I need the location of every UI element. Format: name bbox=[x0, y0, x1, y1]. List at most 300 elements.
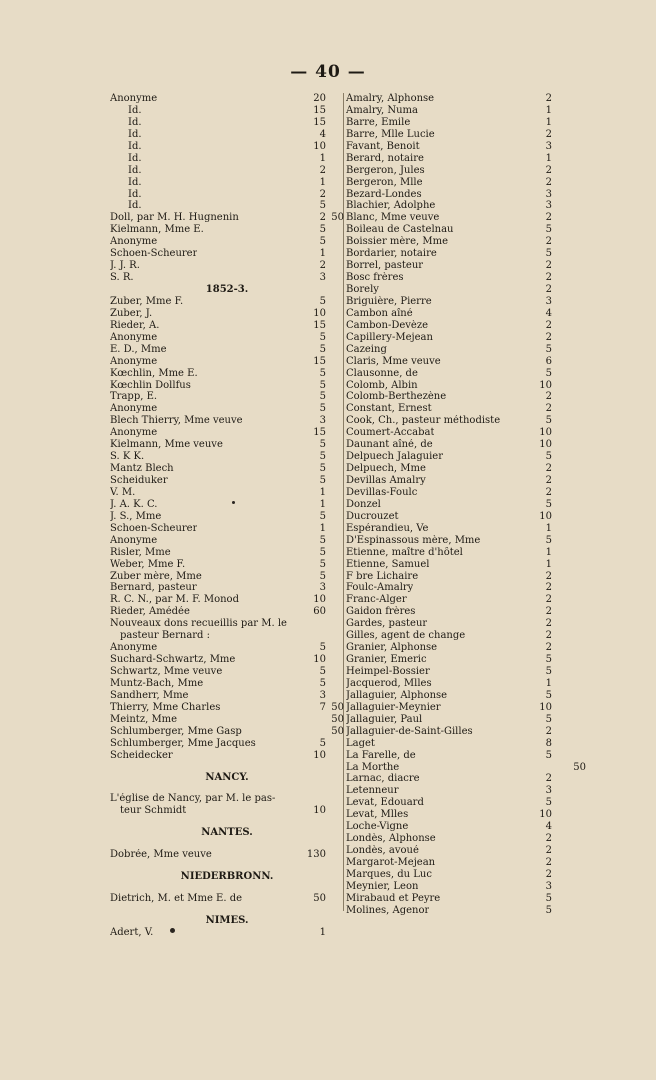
donation-amount: 1 bbox=[319, 498, 326, 510]
donation-amount: 2 bbox=[319, 164, 326, 176]
donor-entry bbox=[346, 380, 582, 392]
donor-entry bbox=[346, 833, 582, 845]
donor-name: Anonyme bbox=[110, 331, 158, 343]
donor-name: Espérandieu, Ve bbox=[346, 522, 429, 534]
donor-entry bbox=[110, 927, 344, 939]
donor-entry bbox=[346, 391, 582, 403]
donation-amount: 2 bbox=[545, 176, 552, 188]
donor-entry bbox=[110, 296, 344, 308]
donor-entry-continued bbox=[110, 630, 344, 642]
donor-entry bbox=[110, 105, 344, 117]
donor-name: Etienne, Samuel bbox=[346, 558, 430, 570]
donation-amount: 5 bbox=[319, 677, 326, 689]
donor-name: Londès, avoué bbox=[346, 845, 419, 857]
donation-amount: 2 bbox=[545, 845, 552, 857]
donor-entry bbox=[110, 380, 344, 392]
donor-name: J. J. R. bbox=[110, 260, 140, 272]
donor-entry bbox=[110, 511, 344, 523]
donation-amount: 5 bbox=[545, 904, 552, 916]
donation-amount: 20 bbox=[313, 93, 326, 104]
donation-amount: 1 bbox=[545, 677, 552, 689]
donation-amount: 5 bbox=[545, 892, 552, 904]
donor-entry bbox=[346, 475, 582, 487]
donor-entry bbox=[346, 535, 582, 547]
donation-amount: 3 bbox=[545, 880, 552, 892]
donation-amount: 5 bbox=[319, 463, 326, 475]
donor-name: Franc-Alger bbox=[346, 594, 407, 606]
donation-amount: 2 bbox=[545, 630, 552, 642]
donor-name: Mirabaud et Peyre bbox=[346, 892, 441, 904]
donation-amount: 2 bbox=[319, 188, 326, 200]
donor-name: Donzel bbox=[346, 498, 381, 510]
donor-entry bbox=[110, 793, 344, 805]
page-number: — 40 — bbox=[290, 62, 366, 82]
donor-name: R. C. N., par M. F. Monod bbox=[110, 594, 239, 606]
donation-amount: 2 bbox=[545, 93, 552, 104]
donor-name: J. S., Mme bbox=[110, 510, 162, 522]
donation-amount: 6 bbox=[545, 355, 552, 367]
donor-name: Id. bbox=[128, 164, 142, 176]
donation-amount: 2 bbox=[319, 212, 326, 224]
donor-entry bbox=[110, 403, 344, 415]
donation-amount: 5 bbox=[319, 570, 326, 582]
donor-entry bbox=[346, 869, 582, 881]
donor-entry bbox=[110, 356, 344, 368]
donation-amount: 5 bbox=[319, 451, 326, 463]
donor-name: Mantz Blech bbox=[110, 463, 174, 475]
donation-amount: 1 bbox=[319, 248, 326, 260]
donation-amount: 3 bbox=[319, 689, 326, 701]
donor-entry bbox=[110, 702, 344, 714]
donor-name: Schoen-Scheurer bbox=[110, 248, 198, 260]
donor-entry bbox=[110, 391, 344, 403]
donor-entry bbox=[110, 618, 344, 630]
donor-name: Cambon-Devèze bbox=[346, 319, 429, 331]
donor-entry bbox=[346, 177, 582, 189]
donor-name: Jallaguier-de-Saint-Gilles bbox=[346, 725, 473, 737]
donor-name: Cook, Ch., pasteur méthodiste bbox=[346, 415, 501, 427]
donor-name: Risler, Mme bbox=[110, 546, 171, 558]
donor-name: Constant, Ernest bbox=[346, 403, 432, 415]
donor-entry bbox=[346, 893, 582, 905]
donor-name: Capillery-Mejean bbox=[346, 331, 433, 343]
donor-entry bbox=[346, 272, 582, 284]
donation-amount: 3 bbox=[319, 272, 326, 284]
donation-amount: 1 bbox=[545, 104, 552, 116]
donor-entry bbox=[110, 189, 344, 201]
donation-amount: 2 bbox=[545, 570, 552, 582]
donation-amount: 1 bbox=[545, 558, 552, 570]
donor-name: Id. bbox=[128, 128, 142, 140]
donor-name: Gaidon frères bbox=[346, 606, 416, 618]
donor-name: Favant, Benoit bbox=[346, 140, 420, 152]
donor-name: Barre, Emile bbox=[346, 116, 411, 128]
donation-amount: 5 bbox=[319, 367, 326, 379]
section-heading bbox=[110, 827, 344, 839]
donor-name: Bernard, pasteur bbox=[110, 582, 197, 594]
heading-text: NANCY. bbox=[205, 771, 249, 783]
section-spacer bbox=[110, 817, 344, 827]
donation-amount: 5 bbox=[319, 475, 326, 486]
donation-amount: 5 bbox=[545, 713, 552, 725]
section-spacer bbox=[110, 762, 344, 772]
donor-name: Suchard-Schwartz, Mme bbox=[110, 654, 236, 666]
donor-entry bbox=[346, 594, 582, 606]
section-heading bbox=[110, 772, 344, 784]
donation-amount: 5 bbox=[545, 248, 552, 260]
donor-name: Schwartz, Mme veuve bbox=[110, 666, 223, 677]
donation-amount: 15 bbox=[313, 355, 326, 367]
donor-name: Zuber, Mme F. bbox=[110, 295, 184, 307]
donation-amount: 50 bbox=[313, 893, 326, 905]
donation-amount: 5 bbox=[319, 403, 326, 415]
donor-entry bbox=[346, 547, 582, 559]
donation-amount: 3 bbox=[545, 140, 552, 152]
donor-entry bbox=[110, 165, 344, 177]
donor-entry bbox=[110, 463, 344, 475]
donor-name: Cambon aîné bbox=[346, 307, 413, 319]
donor-name: S. R. bbox=[110, 272, 134, 284]
donor-name: Bordarier, notaire bbox=[346, 248, 437, 260]
donation-amount: 2 bbox=[545, 260, 552, 272]
donor-entry bbox=[346, 571, 582, 583]
donation-amount: 10 bbox=[539, 439, 552, 451]
donation-amount: 1 bbox=[319, 522, 326, 534]
section-heading bbox=[110, 915, 344, 927]
donor-name: Briguière, Pierre bbox=[346, 295, 432, 307]
donor-name: Letenneur bbox=[346, 785, 399, 797]
donation-cents: 50 bbox=[331, 701, 344, 713]
donor-name: Jallaguier-Meynier bbox=[346, 701, 441, 713]
donor-name: Jallaguier, Alphonse bbox=[346, 689, 448, 701]
donation-amount: 5 bbox=[319, 666, 326, 677]
donation-amount: 2 bbox=[545, 212, 552, 224]
donor-entry bbox=[346, 153, 582, 165]
donor-entry bbox=[346, 881, 582, 893]
donor-entry bbox=[346, 320, 582, 332]
donation-amount: 5 bbox=[545, 666, 552, 677]
left-column bbox=[110, 93, 344, 939]
donation-amount: 5 bbox=[319, 737, 326, 749]
right-column bbox=[346, 93, 586, 917]
donation-amount: 2 bbox=[545, 403, 552, 415]
donor-entry bbox=[346, 511, 582, 523]
donor-entry bbox=[346, 690, 582, 702]
donor-entry bbox=[346, 189, 582, 201]
donor-entry bbox=[110, 344, 344, 356]
donor-entry bbox=[110, 332, 344, 344]
section-spacer bbox=[110, 861, 344, 871]
donor-name: Kielmann, Mme veuve bbox=[110, 439, 223, 451]
donor-entry bbox=[110, 427, 344, 439]
donation-amount: 3 bbox=[545, 295, 552, 307]
donor-entry bbox=[346, 773, 582, 785]
donor-entry bbox=[346, 93, 582, 105]
donation-amount: 2 bbox=[545, 128, 552, 140]
donor-name: Schlumberger, Mme Gasp bbox=[110, 725, 242, 737]
donor-name: Blech Thierry, Mme veuve bbox=[110, 415, 243, 427]
donor-name: Levat, Mlles bbox=[346, 809, 409, 821]
donor-name: Marques, du Luc bbox=[346, 868, 432, 880]
donor-name: Bergeron, Jules bbox=[346, 164, 425, 176]
donor-entry bbox=[346, 427, 582, 439]
heading-text: 1852-3. bbox=[205, 284, 249, 295]
donor-entry bbox=[110, 594, 344, 606]
donor-name: Clausonne, de bbox=[346, 367, 418, 379]
donor-entry bbox=[346, 415, 582, 427]
donor-entry bbox=[346, 236, 582, 248]
donor-name: Dobrée, Mme veuve bbox=[110, 849, 212, 861]
donor-name: Claris, Mme veuve bbox=[346, 355, 441, 367]
donation-amount: 5 bbox=[319, 379, 326, 391]
donation-amount: 5 bbox=[319, 642, 326, 654]
donor-entry bbox=[346, 654, 582, 666]
donation-amount: 3 bbox=[545, 785, 552, 797]
donor-name: Doll, par M. H. Hugnenin bbox=[110, 212, 239, 224]
donation-amount: 1 bbox=[545, 546, 552, 558]
donation-amount: 2 bbox=[319, 260, 326, 272]
donor-entry bbox=[346, 702, 582, 714]
donor-name: F bre Lichaire bbox=[346, 570, 419, 582]
donor-entry bbox=[110, 129, 344, 141]
donor-name: Bergeron, Mlle bbox=[346, 176, 423, 188]
heading-text: NIEDERBRONN. bbox=[180, 871, 274, 883]
donation-amount: 2 bbox=[545, 606, 552, 618]
donor-entry bbox=[346, 200, 582, 212]
donor-entry bbox=[110, 320, 344, 332]
donor-entry bbox=[110, 117, 344, 129]
donation-amount: 60 bbox=[313, 606, 326, 618]
donation-amount: 5 bbox=[319, 236, 326, 248]
donor-name: Amalry, Alphonse bbox=[346, 93, 435, 104]
donation-amount: 5 bbox=[545, 534, 552, 546]
donation-amount: 5 bbox=[319, 439, 326, 451]
donor-entry bbox=[110, 690, 344, 702]
donor-entry bbox=[110, 559, 344, 571]
donor-entry bbox=[110, 750, 344, 762]
donor-entry bbox=[346, 439, 582, 451]
section-spacer bbox=[110, 883, 344, 893]
section-spacer bbox=[110, 905, 344, 915]
heading-text: NANTES. bbox=[201, 827, 253, 839]
donation-amount: 5 bbox=[319, 546, 326, 558]
donor-entry bbox=[110, 177, 344, 189]
donor-entry bbox=[110, 212, 344, 224]
donor-entry bbox=[346, 451, 582, 463]
donor-entry bbox=[110, 535, 344, 547]
donation-amount: 5 bbox=[319, 391, 326, 403]
donation-amount: 5 bbox=[319, 200, 326, 212]
donor-name: J. A. K. C. bbox=[110, 498, 158, 510]
donor-entry bbox=[110, 439, 344, 451]
donation-amount: 1 bbox=[545, 152, 552, 164]
donor-entry bbox=[346, 224, 582, 236]
donor-entry bbox=[110, 606, 344, 618]
donor-name: pasteur Bernard : bbox=[120, 630, 211, 642]
donor-name: La Morthe bbox=[346, 761, 400, 773]
donor-entry bbox=[346, 403, 582, 415]
donor-entry bbox=[346, 630, 582, 642]
donor-name: Boileau de Castelnau bbox=[346, 224, 454, 236]
donation-amount: 5 bbox=[545, 343, 552, 355]
donor-name: L'église de Nancy, par M. le pas- bbox=[110, 793, 276, 805]
donor-entry bbox=[346, 738, 582, 750]
donor-name: Bosc frères bbox=[346, 272, 404, 284]
donor-name: Meintz, Mme bbox=[110, 713, 178, 725]
donation-amount: 15 bbox=[313, 319, 326, 331]
donor-entry bbox=[110, 547, 344, 559]
donor-entry bbox=[110, 582, 344, 594]
donor-entry bbox=[346, 284, 582, 296]
donor-entry bbox=[110, 141, 344, 153]
donor-name: Devillas-Foulc bbox=[346, 486, 418, 498]
donation-amount: 5 bbox=[545, 367, 552, 379]
donor-name: Anonyme bbox=[110, 534, 158, 546]
donor-entry bbox=[110, 368, 344, 380]
heading-text: NIMES. bbox=[205, 915, 249, 927]
donor-entry bbox=[346, 117, 582, 129]
donor-name: Barre, Mlle Lucie bbox=[346, 128, 435, 140]
donor-entry bbox=[110, 308, 344, 320]
donor-entry bbox=[346, 582, 582, 594]
donor-entry bbox=[346, 499, 582, 511]
donor-name: Boissier mère, Mme bbox=[346, 236, 449, 248]
donor-name: Adert, V. bbox=[110, 927, 154, 938]
donor-entry bbox=[110, 714, 344, 726]
donor-entry bbox=[346, 344, 582, 356]
donor-name: Id. bbox=[128, 104, 142, 116]
donation-amount: 2 bbox=[545, 463, 552, 475]
donor-name: Margarot-Mejean bbox=[346, 857, 436, 868]
donor-entry bbox=[346, 368, 582, 380]
donor-entry bbox=[110, 153, 344, 165]
donor-name: Gardes, pasteur bbox=[346, 618, 428, 630]
donor-entry bbox=[110, 726, 344, 738]
section-heading bbox=[110, 284, 344, 296]
donor-name: Berard, notaire bbox=[346, 152, 424, 164]
donor-name: Schoen-Scheurer bbox=[110, 522, 198, 534]
donor-entry bbox=[110, 248, 344, 260]
donation-amount: 10 bbox=[313, 307, 326, 319]
donor-name: Loche-Vigne bbox=[346, 821, 409, 833]
donor-name: Coumert-Accabat bbox=[346, 427, 435, 439]
donor-entry bbox=[110, 738, 344, 750]
donor-entry bbox=[110, 93, 344, 105]
donor-entry bbox=[346, 785, 582, 797]
section-spacer bbox=[110, 783, 344, 793]
donation-amount: 3 bbox=[319, 582, 326, 594]
donation-amount: 10 bbox=[539, 809, 552, 821]
donor-name: Anonyme bbox=[110, 236, 158, 248]
donation-amount: 3 bbox=[319, 415, 326, 427]
donor-name: Scheidecker bbox=[110, 749, 173, 761]
donor-name: Laget bbox=[346, 737, 375, 749]
donation-amount: 130 bbox=[306, 849, 326, 861]
donation-amount: 5 bbox=[545, 224, 552, 236]
donor-entry bbox=[346, 809, 582, 821]
donation-amount: 10 bbox=[313, 749, 326, 761]
donation-amount: 5 bbox=[545, 498, 552, 510]
donor-entry bbox=[110, 642, 344, 654]
donation-amount: 2 bbox=[545, 331, 552, 343]
donation-amount: 1 bbox=[545, 522, 552, 534]
donor-entry bbox=[110, 224, 344, 236]
donor-name: Nouveaux dons recueillis par M. le bbox=[110, 618, 287, 630]
donor-name: Id. bbox=[128, 200, 142, 212]
donor-name: teur Schmidt bbox=[120, 805, 187, 817]
donor-name: Anonyme bbox=[110, 642, 158, 654]
donation-amount: 2 bbox=[545, 475, 552, 486]
donor-entry bbox=[346, 678, 582, 690]
donor-name: Colomb-Berthezène bbox=[346, 391, 447, 403]
donation-amount: 5 bbox=[319, 534, 326, 546]
donor-name: Etienne, maître d'hôtel bbox=[346, 546, 463, 558]
donation-amount: 10 bbox=[539, 379, 552, 391]
donation-amount: 2 bbox=[545, 868, 552, 880]
donation-amount: 7 bbox=[319, 701, 326, 713]
donor-name: Rieder, Amédée bbox=[110, 606, 190, 618]
donor-entry bbox=[346, 666, 582, 678]
donor-name: Delpuech, Mme bbox=[346, 463, 426, 475]
donation-amount: 4 bbox=[545, 307, 552, 319]
donor-entry bbox=[110, 893, 344, 905]
donation-amount: 2 bbox=[545, 725, 552, 737]
donation-amount: 1 bbox=[545, 116, 552, 128]
donation-cents: 50 bbox=[331, 713, 344, 725]
donation-amount: 2 bbox=[545, 486, 552, 498]
donation-amount: 2 bbox=[545, 236, 552, 248]
donation-amount: 5 bbox=[545, 415, 552, 427]
donor-entry bbox=[346, 523, 582, 535]
donor-entry bbox=[346, 606, 582, 618]
donor-entry bbox=[346, 750, 582, 762]
donor-name: Thierry, Mme Charles bbox=[110, 701, 221, 713]
donor-entry bbox=[346, 797, 582, 809]
donor-entry bbox=[346, 248, 582, 260]
donor-entry bbox=[346, 857, 582, 869]
donor-name: Id. bbox=[128, 176, 142, 188]
donor-entry bbox=[346, 141, 582, 153]
ink-dot-mark bbox=[170, 928, 175, 933]
donor-name: Rieder, A. bbox=[110, 319, 160, 331]
donor-entry bbox=[346, 129, 582, 141]
donor-name: Borely bbox=[346, 284, 379, 295]
donation-amount: 2 bbox=[545, 594, 552, 606]
donation-amount: 10 bbox=[539, 510, 552, 522]
donor-name: Anonyme bbox=[110, 355, 158, 367]
donation-amount: 10 bbox=[313, 594, 326, 606]
donation-amount: 5 bbox=[319, 343, 326, 355]
donation-amount: 2 bbox=[545, 618, 552, 630]
donor-name: Scheiduker bbox=[110, 475, 168, 486]
donation-amount: 5 bbox=[319, 224, 326, 236]
donor-name: Anonyme bbox=[110, 427, 158, 439]
donor-name: Id. bbox=[128, 140, 142, 152]
donor-name: Granier, Emeric bbox=[346, 654, 427, 666]
donor-name: Zuber, J. bbox=[110, 307, 153, 319]
donor-name: Amalry, Numa bbox=[346, 104, 418, 116]
donation-amount: 2 bbox=[545, 284, 552, 295]
donation-amount: 2 bbox=[545, 164, 552, 176]
donor-name: Weber, Mme F. bbox=[110, 558, 186, 570]
donor-entry bbox=[110, 475, 344, 487]
donation-amount: 5 bbox=[545, 797, 552, 809]
donor-name: Dietrich, M. et Mme E. de bbox=[110, 893, 243, 905]
donation-amount: 1 bbox=[319, 486, 326, 498]
donation-cents: 50 bbox=[331, 725, 344, 737]
donor-entry bbox=[346, 463, 582, 475]
donor-name: D'Espinassous mère, Mme bbox=[346, 534, 481, 546]
